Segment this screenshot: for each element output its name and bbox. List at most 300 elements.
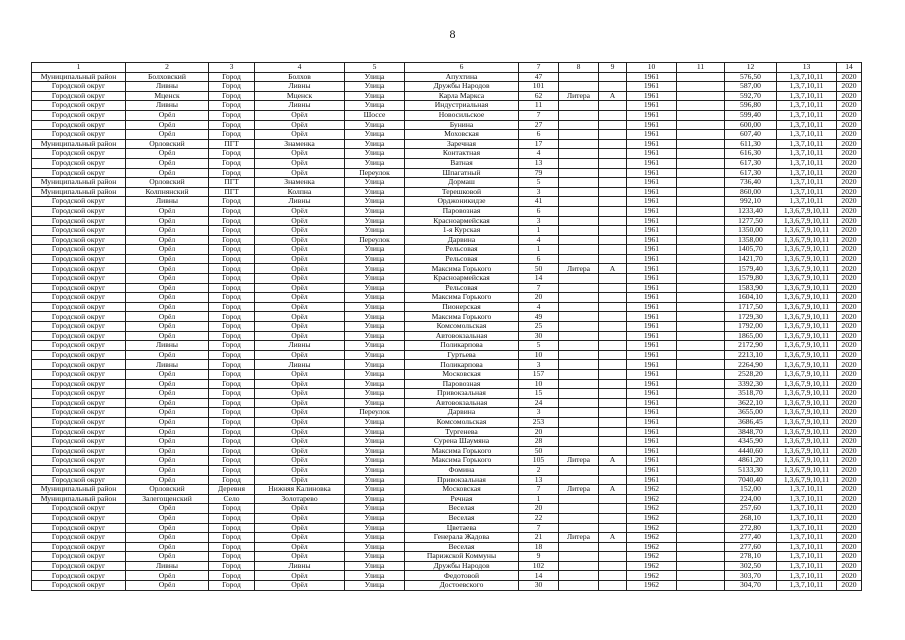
table-cell: Улица — [345, 341, 405, 351]
table-cell — [677, 446, 725, 456]
table-cell: Улица — [345, 552, 405, 562]
table-cell: Литера — [559, 456, 599, 466]
table-cell: Новосильское — [405, 110, 519, 120]
table-cell: Город — [209, 283, 255, 293]
table-cell: Улица — [345, 226, 405, 236]
table-cell: 1233,40 — [725, 206, 777, 216]
table-cell: Улица — [345, 523, 405, 533]
table-cell: Улица — [345, 533, 405, 543]
table-cell: 1,3,6,7,9,10,11 — [777, 417, 837, 427]
table-cell: 1961 — [627, 322, 677, 332]
table-row — [32, 158, 862, 168]
table-cell: 2020 — [837, 120, 862, 130]
table-cell: Орёл — [126, 331, 209, 341]
table-cell — [559, 110, 599, 120]
table-cell — [599, 331, 627, 341]
table-cell: Город — [209, 206, 255, 216]
table-cell — [677, 235, 725, 245]
table-cell: Мценск — [126, 91, 209, 101]
table-cell: 616,30 — [725, 149, 777, 159]
table-cell: 1961 — [627, 312, 677, 322]
table-cell — [599, 513, 627, 523]
table-cell — [677, 360, 725, 370]
table-cell: 1961 — [627, 226, 677, 236]
table-cell: Орёл — [255, 322, 345, 332]
table-cell: 3622,10 — [725, 398, 777, 408]
table-cell — [559, 274, 599, 284]
table-cell: Привокзальная — [405, 389, 519, 399]
table-cell: Орёл — [126, 216, 209, 226]
table-cell: Орёл — [255, 552, 345, 562]
table-cell: Орёл — [126, 254, 209, 264]
table-cell: 30 — [519, 331, 559, 341]
table-cell — [677, 110, 725, 120]
table-cell: 50 — [519, 264, 559, 274]
table-cell: 1961 — [627, 178, 677, 188]
table-cell: 2020 — [837, 82, 862, 92]
table-cell: 1961 — [627, 427, 677, 437]
table-cell: 1792,00 — [725, 322, 777, 332]
table-cell: 1,3,6,7,9,10,11 — [777, 427, 837, 437]
table-cell: 27 — [519, 120, 559, 130]
table-cell: Орёл — [255, 465, 345, 475]
table-cell: 2020 — [837, 235, 862, 245]
table-cell: Орёл — [255, 370, 345, 380]
table-cell — [559, 437, 599, 447]
table-cell: 25 — [519, 322, 559, 332]
table-cell — [677, 581, 725, 591]
table-cell: Улица — [345, 417, 405, 427]
table-cell: 303,70 — [725, 571, 777, 581]
table-cell: Орёл — [126, 120, 209, 130]
table-cell: 1,3,7,10,11 — [777, 485, 837, 495]
table-cell: Город — [209, 456, 255, 466]
table-row — [32, 197, 862, 207]
table-cell: Орёл — [255, 130, 345, 140]
table-cell: Орёл — [126, 206, 209, 216]
table-row — [32, 379, 862, 389]
table-cell — [559, 302, 599, 312]
table-cell: 2020 — [837, 264, 862, 274]
table-cell: Городской округ — [32, 408, 126, 418]
table-cell: Улица — [345, 465, 405, 475]
table-cell: Городской округ — [32, 513, 126, 523]
table-cell — [599, 360, 627, 370]
table-row — [32, 101, 862, 111]
table-cell: Город — [209, 350, 255, 360]
table-cell: 18 — [519, 542, 559, 552]
table-cell — [599, 149, 627, 159]
table-cell: Улица — [345, 571, 405, 581]
table-cell: Улица — [345, 456, 405, 466]
table-cell: Улица — [345, 561, 405, 571]
column-header: 6 — [405, 63, 519, 73]
table-cell: 2020 — [837, 437, 862, 447]
table-cell — [677, 178, 725, 188]
table-cell: А — [599, 91, 627, 101]
column-header: 4 — [255, 63, 345, 73]
table-cell: 1,3,6,7,9,10,11 — [777, 465, 837, 475]
table-cell — [677, 456, 725, 466]
table-header-row — [32, 63, 862, 73]
table-row — [32, 571, 862, 581]
table-cell: Литера — [559, 485, 599, 495]
table-cell: Городской округ — [32, 571, 126, 581]
table-cell: Орёл — [255, 427, 345, 437]
table-cell: 1,3,7,10,11 — [777, 494, 837, 504]
table-cell: 20 — [519, 504, 559, 514]
table-cell: Орёл — [126, 283, 209, 293]
table-cell: Муниципальный район — [32, 485, 126, 495]
table-cell: 1962 — [627, 561, 677, 571]
table-cell: Орёл — [126, 312, 209, 322]
table-cell: 1961 — [627, 216, 677, 226]
table-cell — [599, 168, 627, 178]
table-cell: 62 — [519, 91, 559, 101]
table-cell: Городской округ — [32, 437, 126, 447]
table-cell: Поликарпова — [405, 341, 519, 351]
table-cell: 2020 — [837, 245, 862, 255]
table-cell: Городской округ — [32, 398, 126, 408]
table-cell: Улица — [345, 139, 405, 149]
table-cell: 1,3,7,10,11 — [777, 504, 837, 514]
column-header: 10 — [627, 63, 677, 73]
table-cell: Орёл — [255, 417, 345, 427]
table-row — [32, 475, 862, 485]
table-cell — [677, 427, 725, 437]
table-cell: 2020 — [837, 398, 862, 408]
table-cell — [599, 504, 627, 514]
table-cell: 1961 — [627, 360, 677, 370]
table-cell: Переулок — [345, 235, 405, 245]
table-cell: Рельсовая — [405, 245, 519, 255]
table-cell: 13 — [519, 158, 559, 168]
table-cell: Орёл — [255, 533, 345, 543]
table-cell: А — [599, 485, 627, 495]
table-cell: Город — [209, 226, 255, 236]
table-cell: 1,3,6,7,9,10,11 — [777, 360, 837, 370]
table-cell: 1961 — [627, 283, 677, 293]
table-cell: Орёл — [126, 350, 209, 360]
table-cell: 3686,45 — [725, 417, 777, 427]
table-cell: Орёл — [255, 446, 345, 456]
table-cell: Орловский — [126, 139, 209, 149]
table-cell: 6 — [519, 130, 559, 140]
table-cell — [677, 494, 725, 504]
table-cell — [677, 274, 725, 284]
table-cell: 2020 — [837, 341, 862, 351]
table-cell: Город — [209, 561, 255, 571]
table-cell: Веселая — [405, 513, 519, 523]
table-cell: Орёл — [126, 437, 209, 447]
table-cell: 4861,20 — [725, 456, 777, 466]
table-cell: 1961 — [627, 245, 677, 255]
table-row — [32, 254, 862, 264]
table-cell: Город — [209, 302, 255, 312]
table-cell: Комсомольская — [405, 322, 519, 332]
table-cell: Парижской Коммуны — [405, 552, 519, 562]
table-row — [32, 523, 862, 533]
table-cell: 50 — [519, 446, 559, 456]
table-cell: Орёл — [255, 293, 345, 303]
table-cell — [599, 417, 627, 427]
table-cell: 2020 — [837, 101, 862, 111]
table-cell — [599, 216, 627, 226]
table-cell: 2020 — [837, 206, 862, 216]
table-cell — [559, 226, 599, 236]
table-cell: Улица — [345, 245, 405, 255]
table-cell: Улица — [345, 427, 405, 437]
table-cell: 1,3,7,10,11 — [777, 72, 837, 82]
table-cell: Апухтина — [405, 72, 519, 82]
table-cell: Город — [209, 389, 255, 399]
table-cell: Терешковой — [405, 187, 519, 197]
table-cell — [559, 312, 599, 322]
table-cell: 253 — [519, 417, 559, 427]
table-cell: 1961 — [627, 341, 677, 351]
table-cell — [599, 254, 627, 264]
table-cell: Улица — [345, 485, 405, 495]
table-cell: Улица — [345, 82, 405, 92]
table-cell: Муниципальный район — [32, 72, 126, 82]
table-cell — [599, 158, 627, 168]
table-cell: 1962 — [627, 552, 677, 562]
table-cell: Улица — [345, 274, 405, 284]
table-cell — [677, 408, 725, 418]
table-cell: 2020 — [837, 408, 862, 418]
table-cell: Улица — [345, 360, 405, 370]
table-cell — [559, 417, 599, 427]
table-cell: Максима Горького — [405, 264, 519, 274]
table-cell: 1,3,6,7,9,10,11 — [777, 312, 837, 322]
table-row — [32, 226, 862, 236]
table-cell — [559, 168, 599, 178]
table-cell: Городской округ — [32, 149, 126, 159]
table-cell: 1405,70 — [725, 245, 777, 255]
table-cell: Орёл — [255, 216, 345, 226]
table-cell — [677, 283, 725, 293]
table-cell: Улица — [345, 197, 405, 207]
table-cell: Городской округ — [32, 274, 126, 284]
column-header: 11 — [677, 63, 725, 73]
table-cell: Улица — [345, 379, 405, 389]
table-cell: Орёл — [255, 398, 345, 408]
table-cell: 1,3,7,10,11 — [777, 168, 837, 178]
table-cell: 1,3,6,7,9,10,11 — [777, 341, 837, 351]
table-row — [32, 130, 862, 140]
table-cell: Городской округ — [32, 264, 126, 274]
table-cell: 2172,90 — [725, 341, 777, 351]
table-cell: 2020 — [837, 254, 862, 264]
table-cell: Село — [209, 494, 255, 504]
table-cell — [559, 465, 599, 475]
table-cell: 1961 — [627, 139, 677, 149]
table-cell: Литера — [559, 91, 599, 101]
table-cell: Ливны — [255, 360, 345, 370]
table-cell: 1962 — [627, 494, 677, 504]
table-cell: Городской округ — [32, 542, 126, 552]
table-cell: Город — [209, 437, 255, 447]
table-cell: Орёл — [126, 408, 209, 418]
table-row — [32, 494, 862, 504]
table-cell: Максима Горького — [405, 293, 519, 303]
table-cell: Ливны — [255, 101, 345, 111]
table-cell — [677, 226, 725, 236]
table-cell — [559, 178, 599, 188]
table-cell: Болховский — [126, 72, 209, 82]
table-cell: 1,3,7,10,11 — [777, 523, 837, 533]
table-cell: 2020 — [837, 158, 862, 168]
table-cell — [559, 360, 599, 370]
table-cell: Орёл — [126, 235, 209, 245]
table-cell: 611,30 — [725, 139, 777, 149]
table-cell: Речная — [405, 494, 519, 504]
table-cell — [677, 552, 725, 562]
table-row — [32, 293, 862, 303]
table-cell: 2020 — [837, 302, 862, 312]
table-cell — [599, 561, 627, 571]
table-cell — [599, 322, 627, 332]
table-cell: 2020 — [837, 274, 862, 284]
table-cell: 3 — [519, 360, 559, 370]
table-cell: 1 — [519, 245, 559, 255]
table-cell: 1961 — [627, 417, 677, 427]
table-cell: 1579,80 — [725, 274, 777, 284]
table-cell: 1865,00 — [725, 331, 777, 341]
table-cell — [559, 197, 599, 207]
table-cell — [559, 379, 599, 389]
table-row — [32, 552, 862, 562]
table-cell: 1,3,7,10,11 — [777, 561, 837, 571]
table-cell: 4440,60 — [725, 446, 777, 456]
table-cell: 152,00 — [725, 485, 777, 495]
table-cell: Орёл — [126, 302, 209, 312]
table-cell: Контактная — [405, 149, 519, 159]
table-cell: 1,3,6,7,9,10,11 — [777, 446, 837, 456]
table-cell: 24 — [519, 398, 559, 408]
table-cell — [677, 523, 725, 533]
table-cell: Орёл — [126, 110, 209, 120]
table-cell — [677, 312, 725, 322]
table-cell: Город — [209, 370, 255, 380]
table-cell: Улица — [345, 101, 405, 111]
table-cell — [599, 427, 627, 437]
table-cell: 1961 — [627, 235, 677, 245]
table-cell: Городской округ — [32, 245, 126, 255]
table-cell: Бунина — [405, 120, 519, 130]
table-cell: Веселая — [405, 504, 519, 514]
table-cell: Городской округ — [32, 312, 126, 322]
table-cell: Улица — [345, 130, 405, 140]
table-cell: Орёл — [255, 389, 345, 399]
table-cell: Орёл — [255, 149, 345, 159]
table-cell — [677, 331, 725, 341]
table-cell: 1961 — [627, 437, 677, 447]
table-cell — [677, 398, 725, 408]
table-cell: Город — [209, 82, 255, 92]
table-cell: 1,3,6,7,9,10,11 — [777, 379, 837, 389]
table-cell: Муниципальный район — [32, 178, 126, 188]
table-cell — [559, 120, 599, 130]
table-row — [32, 513, 862, 523]
table-row — [32, 437, 862, 447]
table-cell — [599, 552, 627, 562]
table-cell: 1961 — [627, 408, 677, 418]
table-cell: 2528,20 — [725, 370, 777, 380]
table-cell: Городской округ — [32, 130, 126, 140]
table-cell: Городской округ — [32, 370, 126, 380]
table-cell: Нижняя Калиновка — [255, 485, 345, 495]
table-cell: Город — [209, 523, 255, 533]
table-cell: 224,00 — [725, 494, 777, 504]
table-cell: Городской округ — [32, 475, 126, 485]
table-cell: 1,3,7,10,11 — [777, 552, 837, 562]
table-cell: 14 — [519, 571, 559, 581]
table-cell: ПГТ — [209, 187, 255, 197]
table-cell: Город — [209, 264, 255, 274]
table-cell — [599, 82, 627, 92]
table-cell: 1961 — [627, 254, 677, 264]
table-cell — [677, 542, 725, 552]
table-cell: Ливны — [126, 82, 209, 92]
table-cell: 1717,50 — [725, 302, 777, 312]
table-cell: Город — [209, 197, 255, 207]
table-cell: Улица — [345, 120, 405, 130]
table-cell: Городской округ — [32, 322, 126, 332]
table-cell: Паровозная — [405, 206, 519, 216]
table-cell: Городской округ — [32, 446, 126, 456]
table-cell: Паровозная — [405, 379, 519, 389]
table-cell: Красноармейская — [405, 216, 519, 226]
table-cell: 1961 — [627, 101, 677, 111]
table-cell: Максима Горького — [405, 446, 519, 456]
table-cell — [599, 245, 627, 255]
table-cell — [559, 446, 599, 456]
table-cell: Город — [209, 293, 255, 303]
table-cell: Орёл — [255, 504, 345, 514]
table-cell — [677, 216, 725, 226]
table-cell: 3 — [519, 408, 559, 418]
table-cell: Заречная — [405, 139, 519, 149]
table-cell: 1961 — [627, 331, 677, 341]
table-cell — [677, 513, 725, 523]
table-cell: 4 — [519, 235, 559, 245]
table-cell: 2020 — [837, 581, 862, 591]
table-cell: Рельсовая — [405, 254, 519, 264]
table-cell: Орёл — [126, 158, 209, 168]
table-cell: 2020 — [837, 110, 862, 120]
table-cell — [599, 494, 627, 504]
table-cell: Улица — [345, 542, 405, 552]
table-cell: Городской округ — [32, 561, 126, 571]
table-cell: Городской округ — [32, 197, 126, 207]
table-row — [32, 427, 862, 437]
table-row — [32, 561, 862, 571]
table-row — [32, 264, 862, 274]
table-cell: Орёл — [126, 523, 209, 533]
table-cell: Дарвина — [405, 235, 519, 245]
table-cell: Город — [209, 72, 255, 82]
table-cell: Ливны — [255, 197, 345, 207]
table-cell: 2020 — [837, 322, 862, 332]
table-cell — [599, 293, 627, 303]
table-cell: 1961 — [627, 187, 677, 197]
table-cell: 1961 — [627, 389, 677, 399]
table-cell — [677, 130, 725, 140]
table-cell: Федотовой — [405, 571, 519, 581]
table-row — [32, 533, 862, 543]
table-row — [32, 446, 862, 456]
